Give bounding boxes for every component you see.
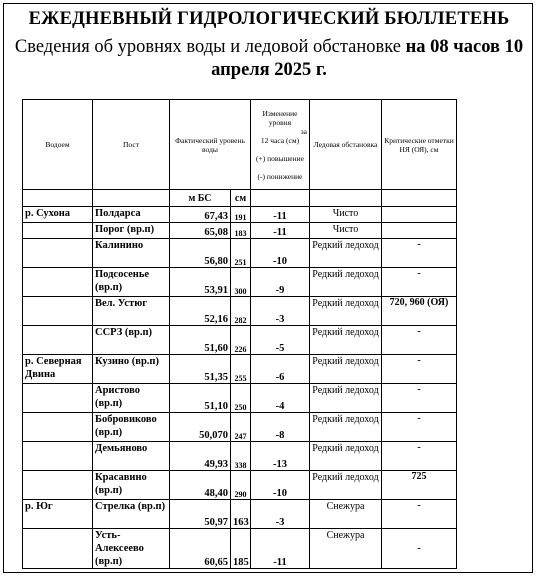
post-cell: Полдарса: [93, 207, 170, 223]
ice-cell: Снежура: [310, 529, 382, 569]
change-cell: -10: [251, 239, 310, 268]
level-cm-cell: 338: [231, 442, 251, 471]
vodoem-cell: [23, 471, 93, 500]
change-cell: -3: [251, 297, 310, 326]
post-cell: Кузино (вр.п): [93, 355, 170, 384]
units-empty-2: [93, 190, 170, 207]
vodoem-cell: [23, 297, 93, 326]
level-mbs-cell: 49,93: [170, 442, 231, 471]
ice-cell: Редкий ледоход: [310, 239, 382, 268]
header-vodoem: Водоем: [23, 100, 93, 190]
table-row: [23, 471, 457, 500]
header-change-3: 12 часа (см): [260, 135, 300, 145]
post-cell: Бобровиково (вр.п): [93, 413, 170, 442]
level-mbs-cell: 50,97: [170, 500, 231, 529]
change-cell: -11: [251, 223, 310, 239]
crit-cell: [382, 207, 457, 223]
level-mbs-cell: 51,60: [170, 326, 231, 355]
crit-cell: -: [382, 413, 457, 442]
level-mbs-cell: 53,91: [170, 268, 231, 297]
table-row: [23, 223, 457, 239]
header-row: [23, 100, 457, 190]
change-cell: -4: [251, 384, 310, 413]
ice-cell: Чисто: [310, 207, 382, 223]
crit-cell: 720, 960 (ОЯ): [382, 297, 457, 326]
crit-cell: -: [382, 355, 457, 384]
crit-cell: 725: [382, 471, 457, 500]
ice-cell: Снежура: [310, 500, 382, 529]
table-row: [23, 355, 457, 384]
hydro-table: [22, 99, 457, 569]
level-mbs-cell: 65,08: [170, 223, 231, 239]
header-change-5: (-) понижение: [257, 171, 303, 181]
bulletin-title: ЕЖЕДНЕВНЫЙ ГИДРОЛОГИЧЕСКИЙ БЮЛЛЕТЕНЬ: [28, 9, 510, 29]
crit-cell: [382, 223, 457, 239]
ice-cell: Редкий ледоход: [310, 297, 382, 326]
table-row: [23, 239, 457, 268]
level-cm-cell: 255: [231, 355, 251, 384]
vodoem-cell: р. Юг: [23, 500, 93, 529]
units-empty-3: [251, 190, 310, 207]
header-ice: Ледовая обстановка: [310, 100, 382, 190]
level-mbs-cell: 50,070: [170, 413, 231, 442]
subtitle-datetime: на 08 часов 10 апреля 2025 г.: [211, 37, 524, 80]
units-cm: см: [231, 190, 251, 207]
ice-cell: Редкий ледоход: [310, 384, 382, 413]
ice-cell: Редкий ледоход: [310, 413, 382, 442]
level-cm-cell: 290: [231, 471, 251, 500]
post-cell: Подсосенье (вр.п): [93, 268, 170, 297]
level-cm-cell: 300: [231, 268, 251, 297]
crit-cell: -: [382, 442, 457, 471]
change-cell: -10: [251, 471, 310, 500]
crit-cell: -: [382, 268, 457, 297]
post-cell: Вел. Устюг: [93, 297, 170, 326]
level-mbs-cell: 52,16: [170, 297, 231, 326]
ice-cell: Редкий ледоход: [310, 471, 382, 500]
level-mbs-cell: 56,80: [170, 239, 231, 268]
header-crit: Критические отметки НЯ (ОЯ), см: [382, 100, 457, 190]
units-mbs: м БС: [170, 190, 231, 207]
level-cm-cell: 282: [231, 297, 251, 326]
vodoem-cell: [23, 413, 93, 442]
change-cell: -11: [251, 207, 310, 223]
post-cell: ССРЗ (вр.п): [93, 326, 170, 355]
units-row: [23, 190, 457, 207]
units-empty-1: [23, 190, 93, 207]
ice-cell: Чисто: [310, 223, 382, 239]
header-change-2: за: [300, 126, 307, 136]
table-row: [23, 326, 457, 355]
change-cell: -3: [251, 500, 310, 529]
vodoem-cell: [23, 268, 93, 297]
post-cell: Порог (вр.п): [93, 223, 170, 239]
level-cm-cell: 185: [231, 529, 251, 569]
units-empty-5: [382, 190, 457, 207]
change-cell: -8: [251, 413, 310, 442]
level-cm-cell: 250: [231, 384, 251, 413]
post-cell: Стрелка (вр.п): [93, 500, 170, 529]
change-cell: -13: [251, 442, 310, 471]
post-cell: Демьяново: [93, 442, 170, 471]
post-cell: Калинино: [93, 239, 170, 268]
subtitle-prefix: Сведения об уровнях воды и ледовой обстановке: [14, 37, 402, 57]
header-post: Пост: [93, 100, 170, 190]
ice-cell: Редкий ледоход: [310, 442, 382, 471]
table-row: [23, 268, 457, 297]
vodoem-cell: [23, 442, 93, 471]
table-row: [23, 384, 457, 413]
post-cell: Усть-Алексеево (вр.п): [93, 529, 170, 569]
vodoem-cell: [23, 384, 93, 413]
level-cm-cell: 247: [231, 413, 251, 442]
vodoem-cell: р. Сухона: [23, 207, 93, 223]
header-change-1: Изменение уровня: [262, 108, 298, 127]
level-cm-cell: 163: [231, 500, 251, 529]
level-cm-cell: 226: [231, 326, 251, 355]
crit-cell: -: [382, 384, 457, 413]
table-row: [23, 413, 457, 442]
header-change-4: (+) повышение: [256, 153, 304, 163]
vodoem-cell: [23, 223, 93, 239]
vodoem-cell: р. Северная Двина: [23, 355, 93, 384]
vodoem-cell: [23, 529, 93, 569]
table-row: [23, 500, 457, 529]
post-cell: Аристово (вр.п): [93, 384, 170, 413]
table-row: [23, 207, 457, 223]
level-cm-cell: 251: [231, 239, 251, 268]
level-mbs-cell: 67,43: [170, 207, 231, 223]
level-mbs-cell: 48,40: [170, 471, 231, 500]
change-cell: -6: [251, 355, 310, 384]
header-change: [251, 100, 310, 190]
bulletin-subtitle: [0, 36, 538, 82]
ice-cell: Редкий ледоход: [310, 268, 382, 297]
crit-cell: -: [382, 529, 457, 569]
change-cell: -9: [251, 268, 310, 297]
level-mbs-cell: 51,10: [170, 384, 231, 413]
change-cell: -11: [251, 529, 310, 569]
level-cm-cell: 183: [231, 223, 251, 239]
units-empty-4: [310, 190, 382, 207]
table-row: [23, 297, 457, 326]
table-row: [23, 529, 457, 569]
ice-cell: Редкий ледоход: [310, 326, 382, 355]
level-mbs-cell: 60,65: [170, 529, 231, 569]
crit-cell: -: [382, 326, 457, 355]
post-cell: Красавино (вр.п): [93, 471, 170, 500]
crit-cell: -: [382, 239, 457, 268]
change-cell: -5: [251, 326, 310, 355]
vodoem-cell: [23, 326, 93, 355]
crit-cell: -: [382, 500, 457, 529]
level-cm-cell: 191: [231, 207, 251, 223]
level-mbs-cell: 51,35: [170, 355, 231, 384]
vodoem-cell: [23, 239, 93, 268]
ice-cell: Редкий ледоход: [310, 355, 382, 384]
header-level: Фактический уровень воды: [170, 100, 251, 190]
table-row: [23, 442, 457, 471]
